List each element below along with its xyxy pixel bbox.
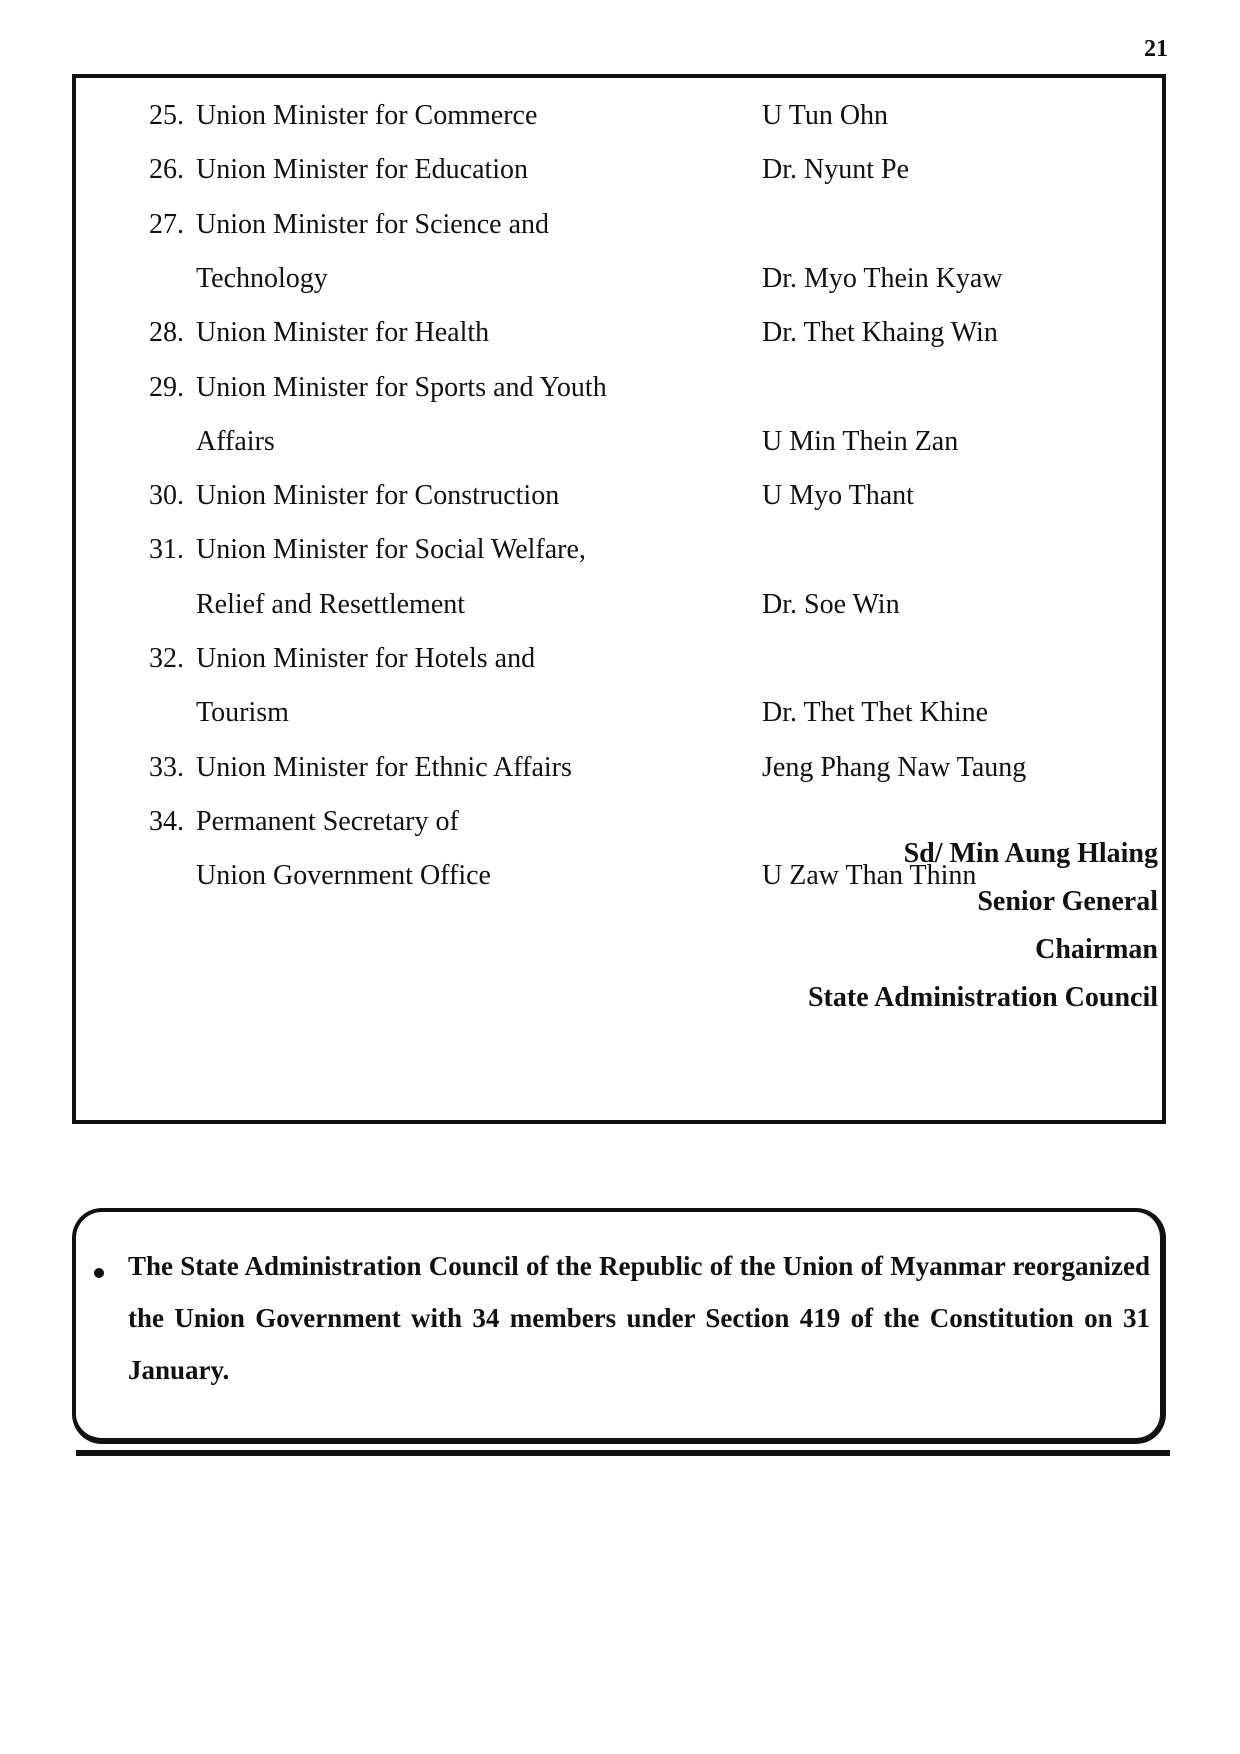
signature-signed: Sd/ Min Aung Hlaing bbox=[903, 838, 1158, 869]
signature-position: Chairman bbox=[1035, 934, 1158, 965]
appointee-name: Dr. Myo Thein Kyaw bbox=[762, 262, 1003, 294]
summary-note-box bbox=[72, 1208, 1166, 1444]
appointee-name: U Zaw Than Thinn bbox=[762, 860, 977, 892]
appointment-number: 28. bbox=[149, 317, 184, 349]
signature-body: State Administration Council bbox=[807, 982, 1158, 1013]
appointee-name: Jeng Phang Naw Taung bbox=[762, 751, 1027, 783]
appointment-title: Relief and Resettlement bbox=[196, 588, 466, 620]
signature-rank: Senior General bbox=[977, 886, 1158, 917]
appointment-title: Union Minister for Ethnic Affairs bbox=[196, 751, 572, 783]
appointment-title: Technology bbox=[196, 262, 328, 294]
appointee-name: U Min Thein Zan bbox=[762, 425, 959, 457]
appointee-name: U Tun Ohn bbox=[762, 100, 889, 131]
appointment-number: 31. bbox=[149, 534, 184, 566]
appointment-number: 27. bbox=[149, 208, 184, 240]
appointment-title: Union Minister for Health bbox=[196, 317, 490, 349]
appointment-title: Union Minister for Social Welfare, bbox=[196, 534, 586, 566]
page-number: 21 bbox=[1144, 36, 1168, 62]
appointee-name: Dr. Thet Khaing Win bbox=[762, 317, 998, 349]
appointment-title: Union Minister for Education bbox=[196, 154, 529, 186]
appointee-name: Dr. Thet Thet Khine bbox=[762, 697, 989, 729]
appointment-title: Union Minister for Construction bbox=[196, 480, 560, 512]
appointee-name: Dr. Soe Win bbox=[762, 588, 900, 620]
appointments-box bbox=[72, 74, 1166, 1124]
appointment-title: Union Minister for Science and bbox=[196, 208, 550, 240]
appointment-number: 29. bbox=[149, 371, 184, 403]
appointment-title: Union Minister for Commerce bbox=[196, 100, 538, 131]
appointee-name: U Myo Thant bbox=[762, 480, 914, 512]
appointment-number: 25. bbox=[149, 100, 184, 131]
bullet-icon bbox=[94, 1268, 104, 1278]
bottom-rule bbox=[76, 1450, 1170, 1456]
appointment-title: Union Minister for Hotels and bbox=[196, 643, 536, 674]
appointment-number: 32. bbox=[149, 643, 184, 674]
appointment-number: 33. bbox=[149, 751, 184, 783]
appointment-number: 34. bbox=[149, 805, 184, 837]
appointment-title: Union Government Office bbox=[196, 860, 491, 892]
appointment-number: 30. bbox=[149, 480, 184, 512]
appointment-number: 26. bbox=[149, 154, 184, 186]
appointment-title: Union Minister for Sports and Youth bbox=[196, 371, 607, 403]
appointment-title: Affairs bbox=[196, 425, 275, 457]
appointment-title: Permanent Secretary of bbox=[196, 805, 459, 837]
appointee-name: Dr. Nyunt Pe bbox=[762, 154, 909, 186]
summary-note-text: The State Administration Council of the Republic of the Union of Myanmar reorganized the Union Government with 34 members under Section 419 of the Constitution on 31 January. bbox=[128, 1251, 1150, 1385]
appointment-title: Tourism bbox=[196, 697, 289, 729]
